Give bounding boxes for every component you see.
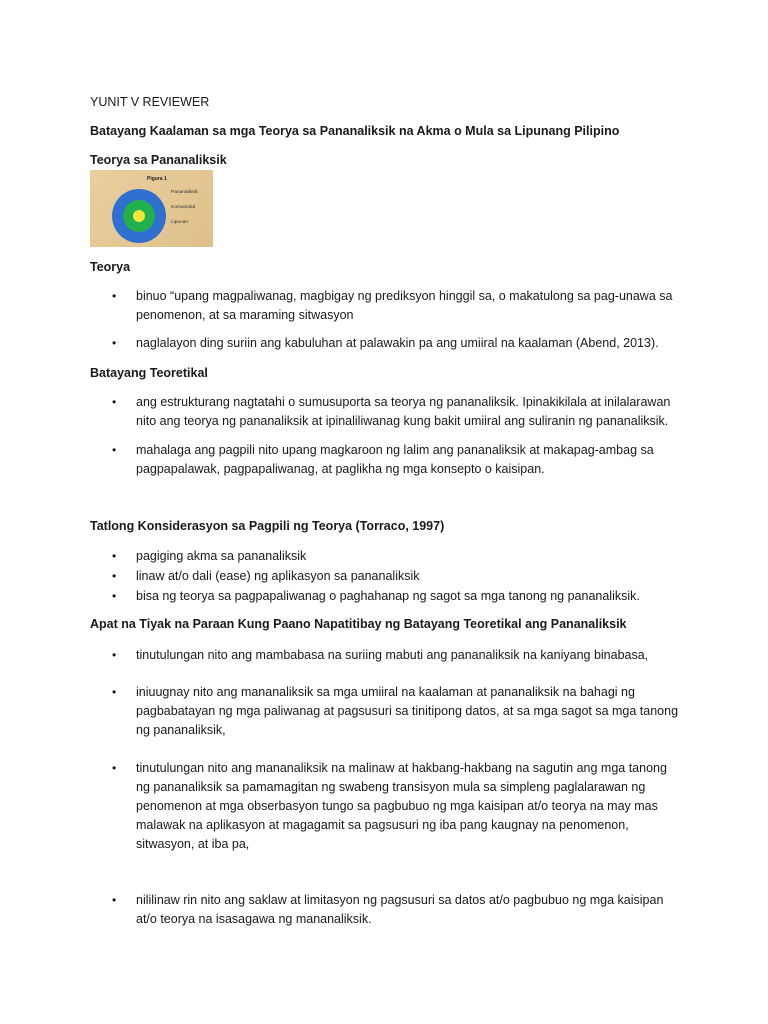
list-item-text-line: sitwasyon, at iba pa, [136,837,250,851]
figure-label-komunidad: Komunidad [171,205,196,210]
section-heading-teorya: Teorya [90,260,131,274]
list-item-text-line: binuo “upang magpaliwanag, magbigay ng prediksyon hinggil sa, o makatulong sa pag-unawa sa [136,289,673,303]
list-item-text-line: nito ang teorya ng pananaliksik at ipinaliliwanag kung bakit umiiral ang suliranin ng pananaliksik. [136,414,669,428]
list-item-text-line: ang estrukturang nagtatahi o sumusuporta sa teorya ng pananaliksik. Ipinakikilala at inilalarawan [136,395,671,409]
list-item-text-line: pagpapalawak, pagpapaliwanag, at paglikha ng mga konsepto o kaisipan. [136,462,545,476]
circle-pananaliksik [133,210,145,222]
figure-label-pananaliksik: Pananaliksik [171,190,198,195]
bullet-icon: • [112,443,117,457]
list-item-text-line: pagbabatayan ng mga paliwanag at pagsusuri sa tinitipong datos, at sa mga sagot sa mga tanong [136,704,679,718]
list-item-text-line: iniuugnay nito ang mananaliksik sa mga umiiral na kaalaman at pananaliksik na bahagi ng [136,685,635,699]
section-heading-teorya-sa-pananaliksik: Teorya sa Pananaliksik [90,153,227,167]
section-heading-batayang-teoretikal: Batayang Teoretikal [90,366,208,380]
list-item-text-line: bisa ng teorya sa pagpapaliwanag o paghahanap ng sagot sa mga tanong ng pananaliksik. [136,589,640,603]
list-item-text-line: ng pananaliksik, [136,723,226,737]
bullet-icon: • [112,289,117,303]
list-item-text-line: naglalayon ding suriin ang kabuluhan at palawakin pa ang umiiral na kaalaman (Abend, 2013). [136,336,659,350]
list-item-text-line: tinutulungan nito ang mambabasa na suriing mabuti ang pananaliksik na kaniyang binabasa, [136,648,649,662]
bullet-icon: • [112,685,117,699]
list-item-text-line: ng pananaliksik sa pamamagitan ng swabeng transisyon mula sa simpleng paglalarawan ng [136,780,646,794]
list-item-text-line: linaw at/o dali (ease) ng aplikasyon sa pananaliksik [136,569,420,583]
bullet-icon: • [112,761,117,775]
concentric-circles-figure [90,170,213,247]
section-heading-tatlong-konsiderasyon: Tatlong Konsiderasyon sa Pagpili ng Teorya (Torraco, 1997) [90,519,445,533]
bullet-icon: • [112,569,117,583]
main-title: Batayang Kaalaman sa mga Teorya sa Pananaliksik na Akma o Mula sa Lipunang Pilipino [90,124,620,138]
bullet-icon: • [112,589,117,603]
list-item-text-line: penomenon at mga obserbasyon tungo sa pagbubuo ng mga kaisipan at/o teorya na may mas [136,799,658,813]
document-header-label: YUNIT V REVIEWER [90,95,210,109]
list-item-text-line: tinutulungan nito ang mananaliksik na malinaw at hakbang-hakbang na sagutin ang mga tanong [136,761,667,775]
figure-label-lipunan: Lipunan [171,220,189,225]
bullet-icon: • [112,395,117,409]
figure-title: Pigura 1 [147,176,167,182]
bullet-icon: • [112,648,117,662]
bullet-icon: • [112,336,117,350]
list-item-text-line: nililinaw rin nito ang saklaw at limitasyon ng pagsusuri sa datos at/o pagbubuo ng mga kaisipan [136,893,664,907]
list-item-text-line: malawak na aplikasyon at magagamit sa pagsusuri ng iba pang kaugnay na penomenon, [136,818,629,832]
list-item-text-line: penomenon, at sa maraming sitwasyon [136,308,354,322]
bullet-icon: • [112,893,117,907]
bullet-icon: • [112,549,117,563]
list-item-text-line: mahalaga ang pagpili nito upang magkaroon ng lalim ang pananaliksik at makapag-ambag sa [136,443,654,457]
list-item-text-line: pagiging akma sa pananaliksik [136,549,307,563]
list-item-text-line: at/o teorya na isasagawa ng mananaliksik. [136,912,372,926]
section-heading-apat-na-tiyak-na-paraan: Apat na Tiyak na Paraan Kung Paano Napatitibay ng Batayang Teoretikal ang Pananaliksik [90,617,627,631]
